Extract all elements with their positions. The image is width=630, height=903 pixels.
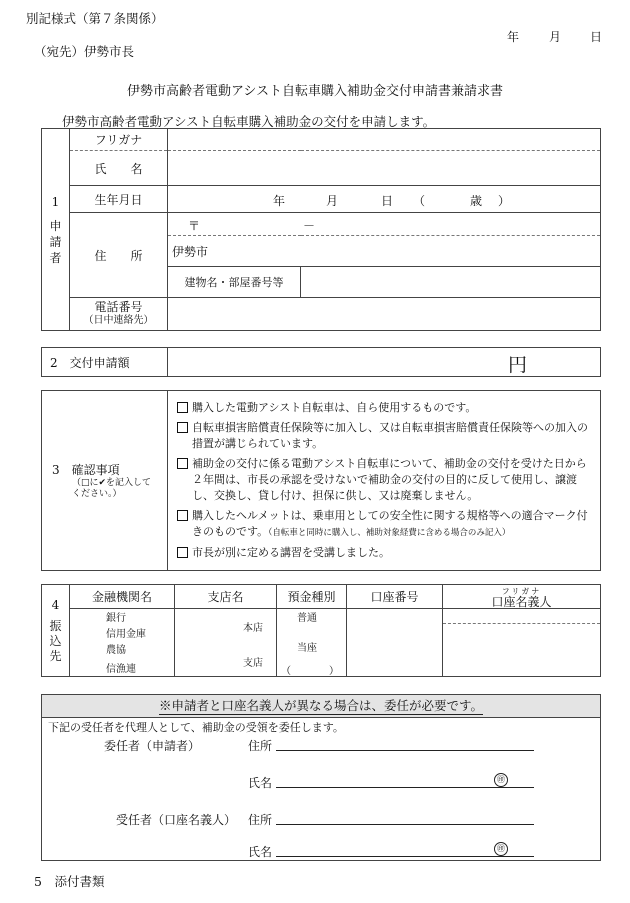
delegation-text: 下記の受任者を代理人として、補助金の受領を委任します。 [48, 721, 344, 734]
amount-table [41, 347, 601, 377]
institution-field[interactable] [70, 609, 175, 677]
applicant-section-label [42, 129, 70, 331]
account-type-other-open: （ [281, 666, 291, 677]
name-label: 氏 名 [70, 151, 168, 186]
delegator-seal-mark: ㊞ [494, 773, 508, 787]
delegator-name-label: 氏名 [248, 776, 273, 790]
account-holder-ruby: フリガナ [501, 586, 542, 596]
confirmation-label [42, 391, 168, 571]
account-number-field[interactable] [347, 609, 443, 677]
confirm-item-text: 市長が別に定める講習を受講しました。 [192, 546, 390, 559]
delegatee-name-label: 氏名 [248, 845, 273, 859]
delegator-label: 委任者（申請者） [104, 739, 201, 753]
birthdate-field[interactable] [168, 186, 601, 213]
checkbox[interactable] [177, 547, 188, 558]
birthdate-label: 生年月日 [70, 186, 168, 213]
account-holder-furigana-field[interactable] [443, 609, 601, 624]
account-number-header: 口座番号 [347, 585, 443, 609]
checkbox[interactable] [177, 510, 188, 521]
confirmation-table [41, 390, 601, 571]
postal-dash: － [303, 219, 316, 233]
document-title: 伊勢市高齢者電動アシスト自転車購入補助金交付申請書兼請求書 [126, 84, 504, 99]
confirm-item-insurance[interactable] [176, 420, 594, 452]
birth-age-open: （ [413, 194, 426, 208]
checkbox[interactable] [177, 458, 188, 469]
delegation-notice: ※申請者と口座名義人が異なる場合は、委任が必要です。 [158, 698, 483, 713]
applicant-table [41, 128, 601, 331]
phone-label-note: （日中連絡先） [83, 315, 154, 326]
checkbox[interactable] [177, 422, 188, 433]
confirm-item-text: 購入した電動アシスト自転車は、自ら使用するものです。 [192, 401, 477, 414]
amount-label: 2 交付申請額 [42, 348, 168, 377]
institution-option-shingyoren: 信漁連 [106, 664, 136, 675]
date-month-label: 月 [549, 30, 562, 44]
branch-field[interactable] [175, 609, 277, 677]
birth-age-close: ） [498, 194, 511, 208]
bank-section-title: 振込先 [49, 618, 62, 663]
institution-header: 金融機関名 [70, 585, 175, 609]
delegation-notice-bar [42, 695, 600, 718]
account-holder-header [443, 585, 601, 609]
account-type-field[interactable] [277, 609, 347, 677]
account-type-header: 預金種別 [277, 585, 347, 609]
confirm-item-helmet[interactable] [176, 508, 594, 541]
building-field[interactable] [301, 267, 601, 298]
confirm-item-own-use[interactable] [176, 400, 594, 416]
delegator-address-line[interactable] [276, 750, 534, 751]
address-field[interactable] [168, 236, 601, 267]
delegatee-name-line[interactable] [276, 856, 534, 857]
delegatee-label: 受任者（口座名義人） [116, 813, 237, 827]
confirm-item-text: 購入したヘルメットは、乗車用としての安全性に関する規格等への適合マーク付きのものです。 [192, 509, 588, 538]
institution-option-shinkin: 信用金庫 [106, 629, 146, 640]
confirmation-title: 3 確認事項 [52, 463, 120, 477]
delegatee-seal-mark: ㊞ [494, 842, 508, 856]
confirmation-items [168, 391, 601, 571]
account-type-ordinary: 普通 [297, 613, 317, 624]
furigana-field[interactable] [168, 129, 601, 151]
confirm-item-text: 補助金の交付に係る電動アシスト自転車について、補助金の交付を受けた日から２年間は、市長の承認を受けないで補助金の交付の目的に反して使用し、譲渡し、交換し、貸し付け、担保に供し、又は廃棄しません。 [192, 457, 587, 502]
phone-label-text: 電話番号 [94, 300, 143, 314]
amount-field[interactable] [168, 348, 601, 377]
phone-label [70, 298, 168, 331]
branch-header: 支店名 [175, 585, 277, 609]
confirm-item-two-year-rule[interactable] [176, 456, 594, 504]
applicant-section-number: 1 [51, 194, 60, 209]
furigana-label: フリガナ [70, 129, 168, 151]
date-day-label: 日 [590, 30, 603, 44]
birth-age-label: 歳 [470, 194, 483, 208]
helmet-note: （自転車と同時に購入し、補助対象経費に含める場合のみ記入） [268, 528, 511, 538]
bank-section-number: 4 [51, 597, 60, 612]
yen-label: 円 [508, 354, 528, 376]
birth-year-label: 年 [273, 194, 286, 208]
account-type-other-close: ） [329, 666, 339, 677]
date-year-label: 年 [507, 30, 520, 44]
application-intro: 伊勢市高齢者電動アシスト自転車購入補助金の交付を申請します。 [62, 114, 436, 129]
bank-table [41, 584, 601, 677]
branch-option-main: 本店 [243, 623, 263, 634]
attachments-label: 5 添付書類 [34, 874, 105, 889]
name-field[interactable] [168, 151, 601, 186]
bank-section-label [42, 585, 70, 677]
form-label: 別記様式（第７条関係） [26, 11, 164, 26]
account-holder-name-field[interactable] [443, 624, 601, 677]
phone-field[interactable] [168, 298, 601, 331]
account-type-current: 当座 [297, 643, 317, 654]
addressee: （宛先）伊勢市長 [34, 44, 135, 59]
delegatee-address-label: 住所 [248, 813, 273, 827]
checkbox[interactable] [177, 402, 188, 413]
account-holder-label: 口座名義人 [491, 594, 552, 609]
confirm-item-text: 自転車損害賠償責任保険等に加入し、又は自転車損害賠償責任保険等への加入の措置が講じられています。 [192, 421, 588, 450]
institution-option-nokyo: 農協 [106, 645, 126, 656]
postal-code-field[interactable] [168, 213, 601, 236]
institution-option-bank: 銀行 [106, 613, 126, 624]
applicant-section-title: 申請者 [49, 218, 62, 265]
confirmation-note: （□に✔を記入してください。） [72, 478, 152, 499]
address-label: 住 所 [70, 213, 168, 298]
postal-mark: 〒 [188, 219, 201, 233]
birth-day-label: 日 [381, 194, 394, 208]
delegator-address-label: 住所 [248, 739, 273, 753]
delegatee-address-line[interactable] [276, 824, 534, 825]
building-label: 建物名・部屋番号等 [168, 267, 301, 298]
confirm-item-training[interactable] [176, 545, 594, 561]
delegation-box [41, 694, 601, 861]
branch-option-sub: 支店 [243, 658, 263, 669]
birth-month-label: 月 [326, 194, 339, 208]
delegator-name-line[interactable] [276, 787, 534, 788]
address-city: 伊勢市 [172, 244, 209, 259]
